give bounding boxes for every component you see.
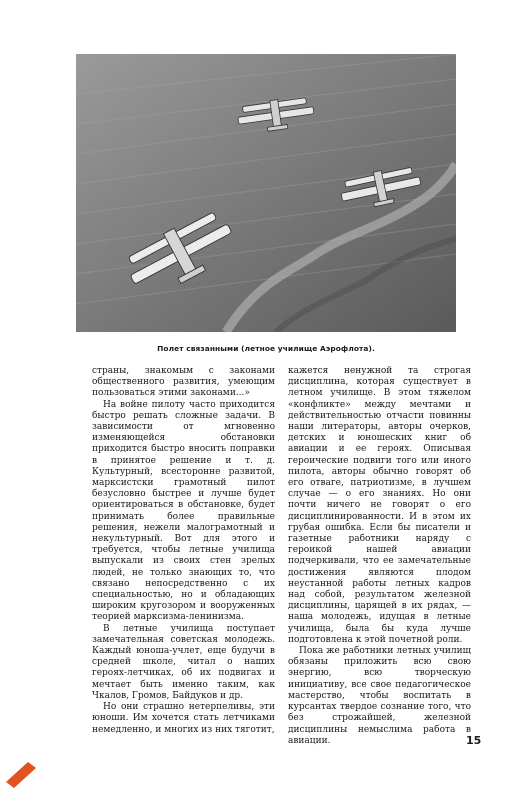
paragraph: кажется ненужной та строгая дисциплина, которая существует в летном училище. В этом тяжелом «конфликте» между мечтами и действительностью отчасти повинны наши литераторы, авторы очерков, детских и юношеских книг об авиации и ее героях. Описывая героические подвиги того или иного пилота, авторы обычно говорят об его отваге, патриотизме, в лучшем случае — о его знаниях. Но они почти ничего не говорят о его дисциплинированности. И в этом их грубая ошибка. Если бы писатели и газетные работники наряду с героикой нашей авиации подчеркивали, что ее замечательные достижения являются плодом неустанной работы летных кадров над собой, результатом железной дисциплины, царящей в их рядах, — наша молодежь, идущая в летные училища, была бы куда лучше подготовлена к этой почетной роли. [288,366,471,645]
aerial-photo-graphic [76,54,456,332]
stamp-shape-icon [6,762,36,788]
photo-biplanes-formation [76,54,456,332]
text-column-left [92,366,275,736]
paragraph: Пока же работники летных училищ обязаны приложить всю свою энергию, всю творческую инициативу, все свое педагогическое мастерство, чтобы воспитать в курсантах твердое сознание того, что без строжайшей, железной дисциплины немыслима работа в авиации. [288,646,471,746]
photo-caption: Полет связанными (летное училище Аэрофлота). [157,344,375,353]
library-stamp-icon [6,762,36,788]
paragraph: Но они страшно нетерпеливы, эти юноши. Им хочется стать летчиками немедленно, и многих из них тяготит, [92,702,275,735]
paragraph: страны, знакомым с законами общественного развития, умеющим пользоваться этими законами...» [92,366,275,399]
page-number: 15 [466,734,482,747]
text-column-right [288,366,471,747]
paragraph: В летные училища поступает замечательная советская молодежь. Каждый юноша-учлет, еще будучи в средней школе, читал о наших героях-летчиках, об их подвигах и мечтает быть именно таким, как Чкалов, Громов, Байдуков и др. [92,623,275,701]
paragraph: На войне пилоту часто приходится быстро решать сложные задачи. В зависимости от мгновенно изменяющейся обстановки приходится быстро вносить поправки в принятое решение и т. д. Культурный, всесторонне развитой, марксистски грамотный пилот безусловно быстрее и лучше будет ориентироваться в обстановке, будет принимать более правильные решения, нежели малограмотный и некультурный. Вот для этого и требуется, чтобы летные училища выпускали из своих стен зрелых людей, не только знающих то, что связано непосредственно с их специальностью, но и обладающих широким кругозором и вооруженных теорией марксизма-ленинизма. [92,399,275,623]
